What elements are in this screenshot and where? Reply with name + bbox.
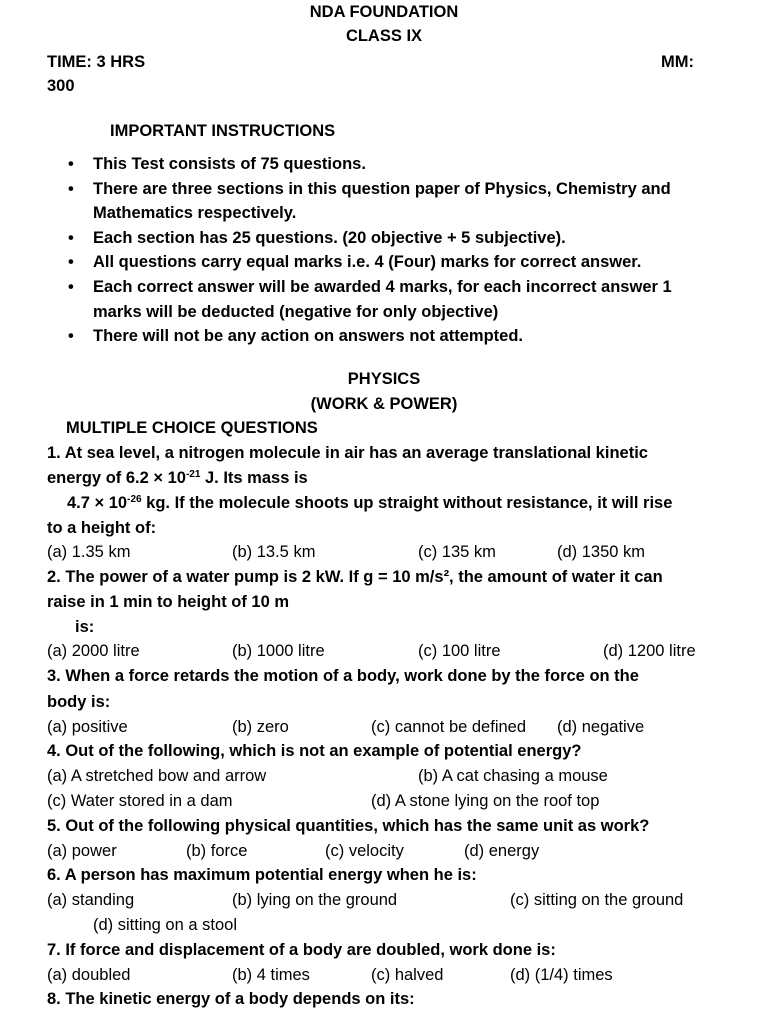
question-6-option-d: (d) sitting on a stool (93, 916, 237, 934)
question-2-option-c: (c) 100 litre (418, 642, 501, 660)
question-7-option-a: (a) doubled (47, 966, 131, 984)
question-5-option-b: (b) force (186, 842, 248, 860)
instructions-list (66, 152, 716, 349)
question-2-text: 2. The power of a water pump is 2 kW. If g = 10 m/s², the amount of water it can (47, 568, 663, 586)
question-3-text-cont: body is: (47, 693, 111, 711)
question-7-option-c: (c) halved (371, 966, 444, 984)
question-3-option-c: (c) cannot be defined (371, 718, 527, 736)
question-2-text-cont: raise in 1 min to height of 10 m (47, 593, 290, 611)
question-1-text-cont: to a height of: (47, 519, 157, 537)
instruction-text-cont: Mathematics respectively. (93, 204, 297, 223)
instructions-heading: IMPORTANT INSTRUCTIONS (110, 122, 336, 140)
question-2-option-d: (d) 1200 litre (603, 642, 696, 660)
question-5-option-c: (c) velocity (325, 842, 404, 860)
question-1-text-cont: $4.7 \times 10^{-26}$ kg. If the molecule shoots up straight without resistance, it will rise (67, 494, 673, 512)
instruction-item (66, 275, 716, 324)
question-5-option-a: (a) power (47, 842, 117, 860)
question-2-text-cont: is: (75, 618, 95, 636)
instruction-text: Each correct answer will be awarded 4 marks, for each incorrect answer 1 (93, 277, 672, 296)
mcq-heading: MULTIPLE CHOICE QUESTIONS (66, 419, 318, 437)
question-7-option-b: (b) 4 times (232, 966, 310, 984)
exam-title: NDA FOUNDATION (309, 3, 459, 21)
question-1-option-b: (b) 13.5 km (232, 543, 316, 561)
question-1-text: 1. At sea level, a nitrogen molecule in air has an average translational kinetic (47, 444, 648, 462)
max-marks-label: MM: (661, 53, 694, 71)
question-6-option-b: (b) lying on the ground (232, 891, 398, 909)
question-4-text: 4. Out of the following, which is not an example of potential energy? (47, 742, 582, 760)
question-3-option-b: (b) zero (232, 718, 289, 736)
instruction-item (66, 177, 716, 226)
question-1-option-a: (a) 1.35 km (47, 543, 131, 561)
question-8-text: 8. The kinetic energy of a body depends on its: (47, 990, 415, 1008)
question-3-option-a: (a) positive (47, 718, 128, 736)
question-5-option-d: (d) energy (464, 842, 540, 860)
question-7-text: 7. If force and displacement of a body are doubled, work done is: (47, 941, 556, 959)
question-6-option-a: (a) standing (47, 891, 135, 909)
max-marks-value: 300 (47, 77, 75, 95)
instruction-item: • Each section has 25 questions. (20 objective + 5 subjective). (66, 226, 716, 251)
question-1-option-c: (c) 135 km (418, 543, 496, 561)
time-label: TIME: 3 HRS (47, 53, 146, 71)
question-5-text: 5. Out of the following physical quantities, which has the same unit as work? (47, 817, 650, 835)
section-topic: (WORK & POWER) (310, 395, 458, 413)
question-4-option-a: (a) A stretched bow and arrow (47, 767, 267, 785)
instruction-item: • There will not be any action on answers not attempted. (66, 324, 716, 349)
instruction-text-cont: marks will be deducted (negative for only objective) (93, 302, 499, 321)
question-4-option-c: (c) Water stored in a dam (47, 792, 233, 810)
question-6-text: 6. A person has maximum potential energy when he is: (47, 866, 477, 884)
class-label: CLASS IX (345, 27, 423, 45)
question-2-option-b: (b) 1000 litre (232, 642, 325, 660)
question-4-option-d: (d) A stone lying on the roof top (371, 792, 600, 810)
question-1-option-d: (d) 1350 km (557, 543, 646, 561)
question-7-option-d: (d) (1/4) times (510, 966, 613, 984)
section-subject: PHYSICS (347, 370, 421, 388)
question-2-option-a: (a) 2000 litre (47, 642, 140, 660)
question-3-text: 3. When a force retards the motion of a body, work done by the force on the (47, 667, 639, 685)
instruction-text: There are three sections in this question paper of Physics, Chemistry and (93, 179, 671, 198)
question-3-option-d: (d) negative (557, 718, 645, 736)
instruction-item: • All questions carry equal marks i.e. 4 (Four) marks for correct answer. (66, 250, 716, 275)
instruction-item: • This Test consists of 75 questions. (66, 152, 716, 177)
question-1-text-cont: energy of $6.2 \times 10^{-21}$ J. Its mass is (47, 469, 308, 487)
question-4-option-b: (b) A cat chasing a mouse (418, 767, 608, 785)
question-6-option-c: (c) sitting on the ground (510, 891, 684, 909)
